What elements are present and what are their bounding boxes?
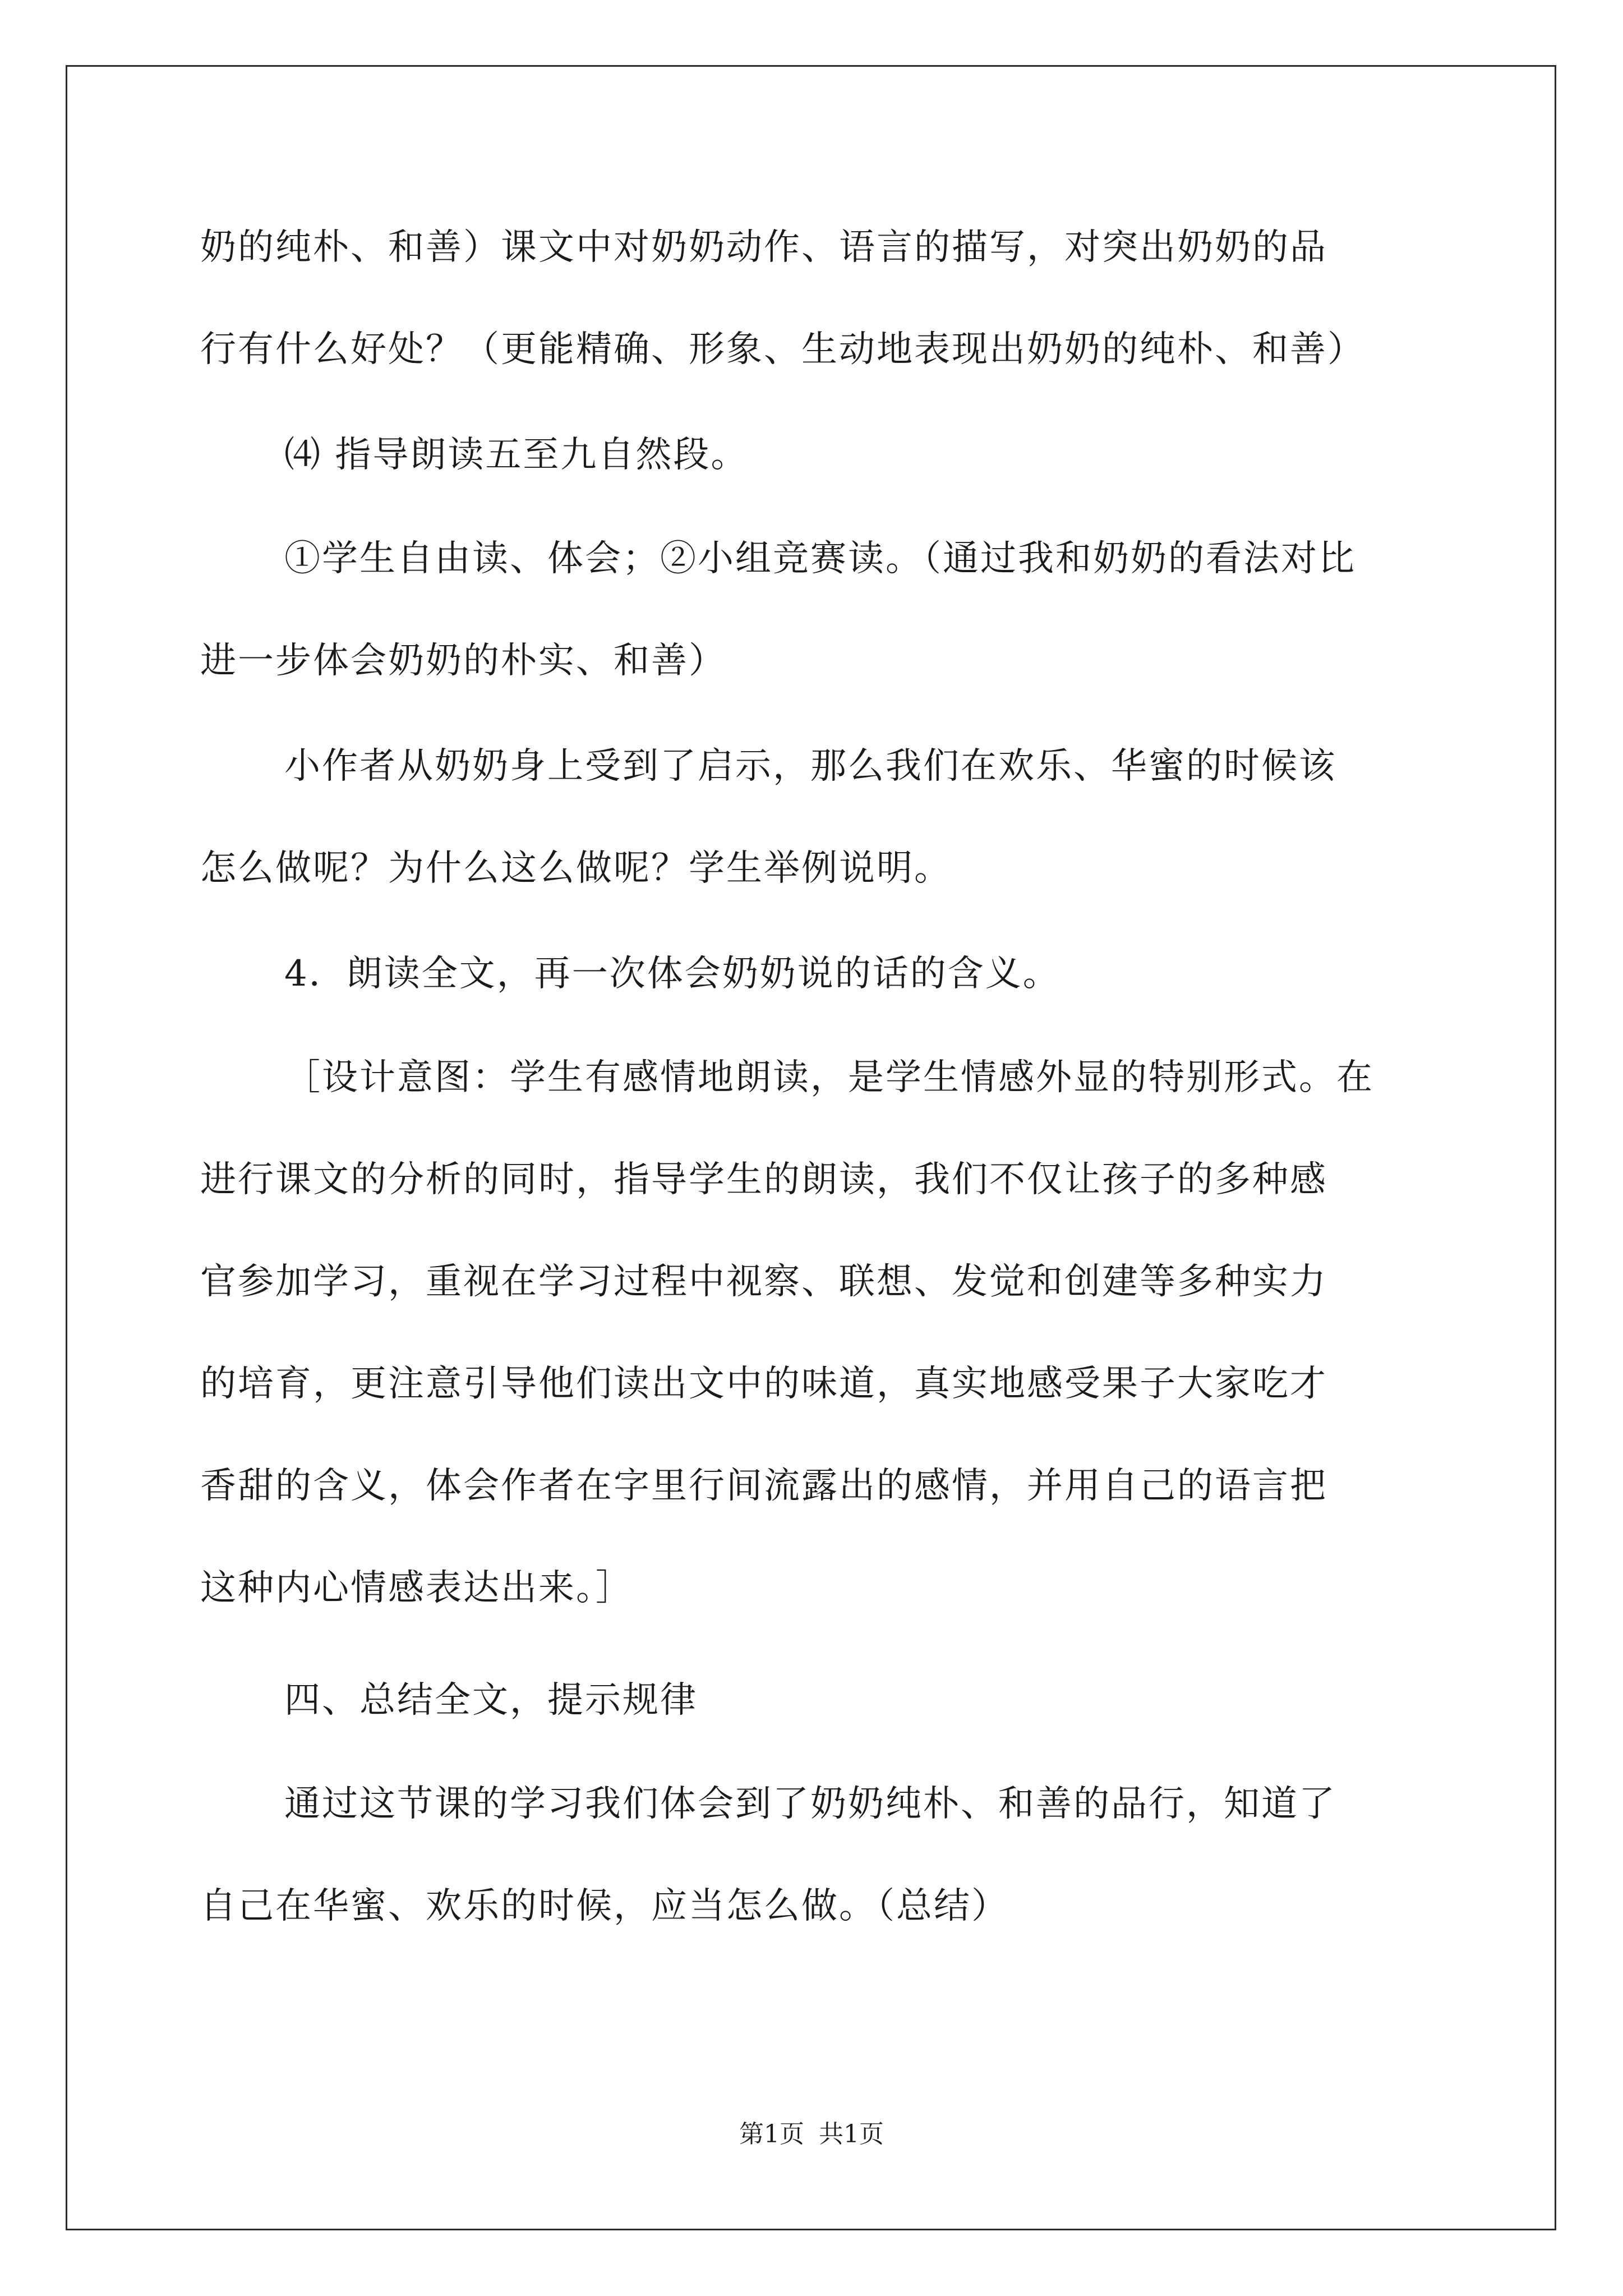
paragraph bbox=[200, 404, 1518, 506]
text-line: 官参加学习，重视在学习过程中视察、联想、发觉和创建等多种实力 bbox=[200, 1261, 1327, 1303]
text-line: ⑷ 指导朗读五至九自然段。 bbox=[284, 434, 749, 476]
paragraph bbox=[200, 715, 1434, 919]
paragraph bbox=[200, 508, 1434, 712]
page-number-current: 第1页 bbox=[739, 2120, 804, 2148]
paragraph bbox=[200, 923, 1518, 1025]
text-line: 行有什么好处？（更能精确、形象、生动地表现出奶奶的纯朴、和善） bbox=[200, 329, 1365, 370]
paragraph bbox=[200, 196, 1434, 401]
text-line: 进一步体会奶奶的朴实、和善） bbox=[200, 640, 726, 682]
text-line: 4．朗读全文，再一次体会奶奶说的话的含义。 bbox=[284, 953, 1061, 995]
text-line: 奶的纯朴、和善）课文中对奶奶动作、语言的描写，对突出奶奶的品 bbox=[200, 227, 1327, 268]
text-line: 怎么做呢？为什么这么做呢？学生举例说明。 bbox=[200, 848, 952, 889]
text-line: 自己在华蜜、欢乐的时候，应当怎么做。（总结） bbox=[200, 1885, 1009, 1927]
text-line: 这种内心情感表达出来。］ bbox=[200, 1567, 633, 1609]
text-line: 小作者从奶奶身上受到了启示，那么我们在欢乐、华蜜的时候该 bbox=[284, 746, 1336, 787]
paragraph bbox=[200, 1649, 1518, 1751]
text-line: ①学生自由读、体会；②小组竞赛读。（通过我和奶奶的看法对比 bbox=[284, 538, 1356, 579]
text-line: 通过这节课的学习我们体会到了奶奶纯朴、和善的品行，知道了 bbox=[284, 1783, 1336, 1825]
text-line: 进行课文的分析的同时，指导学生的朗读，我们不仅让孩子的多种感 bbox=[200, 1159, 1327, 1200]
text-line: ［设计意图：学生有感情地朗读，是学生情感外显的特别形式。在 bbox=[284, 1057, 1374, 1098]
page-number-total: 共1页 bbox=[819, 2120, 884, 2148]
text-line: 四、总结全文，提示规律 bbox=[284, 1680, 698, 1721]
paragraph bbox=[200, 1753, 1434, 1957]
text-line: 的培育，更注意引导他们读出文中的味道，真实地感受果子大家吃才 bbox=[200, 1363, 1327, 1405]
page-footer bbox=[0, 2118, 1623, 2151]
paragraph bbox=[200, 1027, 1434, 1639]
text-line: 香甜的含义，体会作者在字里行间流露出的感情，并用自己的语言把 bbox=[200, 1465, 1327, 1507]
